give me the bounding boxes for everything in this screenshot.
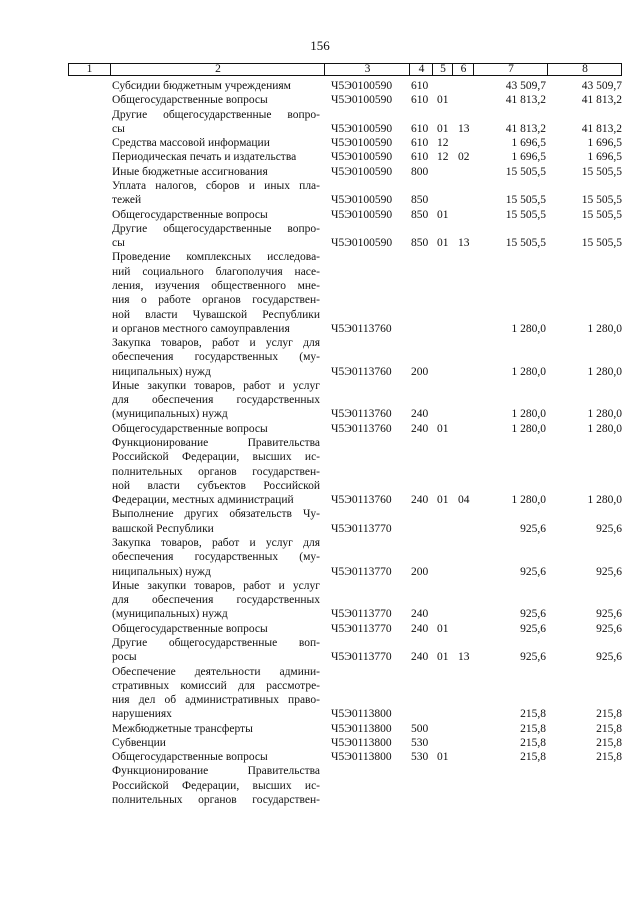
row-amount-year-1: 15 505,5 [505, 165, 546, 178]
table-row [0, 322, 640, 336]
row-expense-type: 610 [411, 151, 429, 164]
row-expense-type: 240 [411, 622, 429, 635]
row-name: (муниципальных) нужд [112, 408, 228, 421]
row-name: обеспечения государственных (му- [112, 351, 320, 364]
row-amount-year-1: 41 813,2 [505, 94, 546, 107]
row-amount-year-1: 215,8 [520, 751, 546, 764]
row-name: росы [112, 651, 137, 664]
row-section: 01 [437, 622, 449, 635]
row-name: Другие общегосударственные вопро- [112, 108, 320, 121]
table-row [0, 479, 640, 493]
row-subsection: 13 [458, 122, 470, 135]
header-col-8: 8 [547, 64, 622, 75]
row-name: ной власти субъектов Российской [112, 479, 320, 492]
row-code: Ч5Э0100590 [331, 165, 393, 178]
row-name: ний социального благополучия насе- [112, 265, 320, 278]
row-name: обеспечения государственных (му- [112, 551, 320, 564]
header-col-4: 4 [409, 64, 433, 75]
row-expense-type: 610 [411, 94, 429, 107]
row-amount-year-1: 15 505,5 [505, 208, 546, 221]
table-row [0, 179, 640, 193]
row-amount-year-2: 15 505,5 [581, 165, 622, 178]
row-amount-year-2: 15 505,5 [581, 237, 622, 250]
row-amount-year-1: 215,8 [520, 708, 546, 721]
row-expense-type: 500 [411, 722, 429, 735]
table-row [0, 707, 640, 721]
row-amount-year-2: 215,8 [596, 751, 622, 764]
table-row [0, 393, 640, 407]
row-code: Ч5Э0100590 [331, 94, 393, 107]
row-amount-year-1: 925,6 [520, 651, 546, 664]
row-code: Ч5Э0100590 [331, 237, 393, 250]
row-amount-year-1: 43 509,7 [505, 80, 546, 92]
row-expense-type: 610 [411, 122, 429, 135]
row-name: Межбюджетные трансферты [112, 722, 253, 735]
row-name: полнительных органов государствен- [112, 465, 320, 478]
row-code: Ч5Э0113760 [331, 408, 392, 421]
row-amount-year-1: 1 280,0 [511, 365, 546, 378]
row-name: стративных комиссий для рассмотре- [112, 679, 320, 692]
row-name: ния о работе органов государствен- [112, 294, 320, 307]
header-col-5: 5 [432, 64, 453, 75]
row-name: Выполнение других обязательств Чу- [112, 508, 320, 521]
row-amount-year-2: 925,6 [596, 608, 622, 621]
row-amount-year-2: 215,8 [596, 722, 622, 735]
table-row [0, 579, 640, 593]
table-row [0, 764, 640, 778]
row-amount-year-2: 215,8 [596, 736, 622, 749]
table-row [0, 507, 640, 521]
header-col-2: 2 [110, 64, 325, 75]
table-row [0, 593, 640, 607]
header-col-6: 6 [452, 64, 474, 75]
row-code: Ч5Э0100590 [331, 151, 393, 164]
row-expense-type: 240 [411, 494, 429, 507]
row-amount-year-1: 41 813,2 [505, 122, 546, 135]
table-row [0, 793, 640, 807]
row-section: 01 [437, 208, 449, 221]
row-amount-year-2: 925,6 [596, 651, 622, 664]
row-code: Ч5Э0113770 [331, 622, 392, 635]
row-subsection: 02 [458, 151, 470, 164]
row-name: Закупка товаров, работ и услуг для [112, 537, 320, 549]
row-name: сы [112, 237, 125, 250]
row-code: Ч5Э0100590 [331, 194, 393, 207]
row-name: Функционирование Правительства [112, 437, 320, 449]
table-row [0, 165, 640, 179]
row-expense-type: 850 [411, 237, 429, 250]
row-name: ления, изучения общественного мне- [112, 279, 320, 292]
row-expense-type: 610 [411, 137, 429, 150]
row-subsection: 04 [458, 494, 470, 507]
table-row [0, 722, 640, 736]
row-expense-type: 850 [411, 208, 429, 221]
table-row [0, 122, 640, 136]
row-amount-year-2: 1 696,5 [587, 151, 622, 164]
row-amount-year-2: 925,6 [596, 565, 622, 578]
table-row [0, 136, 640, 150]
table-row [0, 550, 640, 564]
table-row [0, 336, 640, 350]
row-name: вашской Республики [112, 522, 214, 535]
table-row [0, 365, 640, 379]
row-amount-year-2: 1 280,0 [587, 408, 622, 421]
row-amount-year-1: 215,8 [520, 722, 546, 735]
row-amount-year-2: 41 813,2 [581, 94, 622, 107]
row-amount-year-2: 925,6 [596, 622, 622, 635]
table-row [0, 565, 640, 579]
row-section: 01 [437, 494, 449, 507]
table-row [0, 679, 640, 693]
row-amount-year-1: 1 696,5 [511, 151, 546, 164]
row-expense-type: 200 [411, 565, 429, 578]
row-amount-year-2: 1 280,0 [587, 422, 622, 435]
row-code: Ч5Э0113770 [331, 651, 392, 664]
table-row [0, 750, 640, 764]
row-code: Ч5Э0113770 [331, 565, 392, 578]
table-row [0, 308, 640, 322]
row-name: ниципальных) нужд [112, 565, 211, 578]
row-amount-year-2: 43 509,7 [581, 80, 622, 92]
row-code: Ч5Э0113770 [331, 608, 392, 621]
row-amount-year-1: 215,8 [520, 736, 546, 749]
page-number: 156 [310, 38, 330, 53]
row-name: для обеспечения государственных [112, 594, 320, 607]
row-section: 01 [437, 422, 449, 435]
table-row [0, 236, 640, 250]
table-row [0, 736, 640, 750]
header-col-1: 1 [86, 63, 93, 75]
row-amount-year-2: 1 280,0 [587, 365, 622, 378]
row-name: Функционирование Правительства [112, 765, 320, 778]
row-amount-year-1: 1 280,0 [511, 322, 546, 335]
row-code: Ч5Э0113800 [331, 751, 392, 764]
row-code: Ч5Э0113760 [331, 322, 392, 335]
row-section: 01 [437, 651, 449, 664]
row-expense-type: 800 [411, 165, 429, 178]
row-section: 01 [437, 122, 449, 135]
row-name: Общегосударственные вопросы [112, 622, 268, 635]
row-code: Ч5Э0100590 [331, 122, 393, 135]
row-name: Федерации, местных администраций [112, 494, 294, 507]
row-name: Другие общегосударственные воп- [112, 636, 320, 649]
table-row [0, 93, 640, 107]
row-code: Ч5Э0113760 [331, 422, 392, 435]
table-row [0, 450, 640, 464]
row-expense-type: 240 [411, 422, 429, 435]
row-name: Обеспечение деятельности админи- [112, 665, 320, 678]
row-name: тежей [112, 194, 142, 207]
row-amount-year-2: 15 505,5 [581, 194, 622, 207]
table-row [0, 522, 640, 536]
row-amount-year-2: 215,8 [596, 708, 622, 721]
row-name: Уплата налогов, сборов и иных пла- [112, 180, 320, 192]
row-amount-year-1: 925,6 [520, 622, 546, 635]
table-row [0, 607, 640, 621]
row-name: Субсидии бюджетным учреждениям [112, 80, 291, 92]
row-name: Закупка товаров, работ и услуг для [112, 337, 320, 349]
row-amount-year-2: 925,6 [596, 522, 622, 535]
table-row [0, 436, 640, 450]
row-amount-year-2: 41 813,2 [581, 122, 622, 135]
row-code: Ч5Э0113800 [331, 708, 392, 721]
row-amount-year-2: 1 280,0 [587, 322, 622, 335]
row-expense-type: 240 [411, 408, 429, 421]
row-name: Общегосударственные вопросы [112, 751, 268, 764]
table-row [0, 208, 640, 222]
row-code: Ч5Э0113760 [331, 365, 392, 378]
table-row [0, 379, 640, 393]
row-section: 12 [437, 151, 449, 164]
row-name: Российской Федерации, высших ис- [112, 779, 320, 792]
row-name: Средства массовой информации [112, 137, 270, 150]
row-name: ния дел об административных право- [112, 694, 320, 706]
row-name: и органов местного самоуправления [112, 322, 290, 335]
table-row [0, 693, 640, 707]
row-code: Ч5Э0113800 [331, 736, 392, 749]
table-row [0, 779, 640, 793]
row-amount-year-1: 15 505,5 [505, 194, 546, 207]
row-amount-year-1: 925,6 [520, 608, 546, 621]
row-expense-type: 200 [411, 365, 429, 378]
row-name: (муниципальных) нужд [112, 608, 228, 621]
table-row [0, 293, 640, 307]
row-amount-year-1: 1 280,0 [511, 494, 546, 507]
row-amount-year-1: 925,6 [520, 522, 546, 535]
header-col-3: 3 [324, 64, 410, 75]
header-col-7: 7 [473, 64, 548, 75]
row-subsection: 13 [458, 237, 470, 250]
row-section: 12 [437, 137, 449, 150]
table-row [0, 636, 640, 650]
row-name: сы [112, 122, 125, 135]
table-row [0, 665, 640, 679]
row-name: нарушениях [112, 708, 172, 721]
row-name: Другие общегосударственные вопро- [112, 222, 320, 235]
row-code: Ч5Э0100590 [331, 137, 393, 150]
row-amount-year-1: 1 280,0 [511, 422, 546, 435]
row-amount-year-2: 1 280,0 [587, 494, 622, 507]
row-name: для обеспечения государственных [112, 394, 320, 407]
row-subsection: 13 [458, 651, 470, 664]
table-row [0, 493, 640, 507]
row-section: 01 [437, 237, 449, 250]
table-row [0, 222, 640, 236]
row-expense-type: 610 [411, 80, 429, 92]
table-row [0, 465, 640, 479]
table-row [0, 150, 640, 164]
row-name: Общегосударственные вопросы [112, 208, 268, 221]
row-code: Ч5Э0113770 [331, 522, 392, 535]
row-name: Общегосударственные вопросы [112, 422, 268, 435]
table-row [0, 279, 640, 293]
row-section: 01 [437, 94, 449, 107]
row-expense-type: 530 [411, 751, 429, 764]
row-amount-year-2: 15 505,5 [581, 208, 622, 221]
row-name: полнительных органов государствен- [112, 794, 320, 806]
table-row [0, 193, 640, 207]
row-section: 01 [437, 751, 449, 764]
row-expense-type: 530 [411, 736, 429, 749]
row-code: Ч5Э0113760 [331, 494, 392, 507]
table-row [0, 536, 640, 550]
row-expense-type: 850 [411, 194, 429, 207]
table-row [0, 350, 640, 364]
table-row [0, 265, 640, 279]
row-name: Иные закупки товаров, работ и услуг [112, 379, 320, 392]
table-row [0, 108, 640, 122]
row-name: Проведение комплексных исследова- [112, 251, 320, 264]
row-expense-type: 240 [411, 651, 429, 664]
row-code: Ч5Э0100590 [331, 80, 393, 92]
row-amount-year-1: 1 280,0 [511, 408, 546, 421]
row-name: Субвенции [112, 736, 166, 749]
row-name: Периодическая печать и издательства [112, 151, 297, 164]
row-amount-year-2: 1 696,5 [587, 137, 622, 150]
row-code: Ч5Э0100590 [331, 208, 393, 221]
row-name: Иные закупки товаров, работ и услуг [112, 579, 320, 592]
table-row [0, 650, 640, 664]
table-row [0, 79, 640, 93]
row-name: ной власти Чувашской Республики [112, 308, 320, 321]
table-row [0, 422, 640, 436]
table-header [68, 63, 622, 76]
table-row [0, 250, 640, 264]
row-name: Иные бюджетные ассигнования [112, 165, 268, 178]
row-amount-year-1: 1 696,5 [511, 137, 546, 150]
row-amount-year-1: 15 505,5 [505, 237, 546, 250]
table-row [0, 622, 640, 636]
row-name: Российской Федерации, высших ис- [112, 451, 320, 464]
row-amount-year-1: 925,6 [520, 565, 546, 578]
row-code: Ч5Э0113800 [331, 722, 392, 735]
row-name: ниципальных) нужд [112, 365, 211, 378]
table-row [0, 407, 640, 421]
row-expense-type: 240 [411, 608, 429, 621]
row-name: Общегосударственные вопросы [112, 94, 268, 107]
